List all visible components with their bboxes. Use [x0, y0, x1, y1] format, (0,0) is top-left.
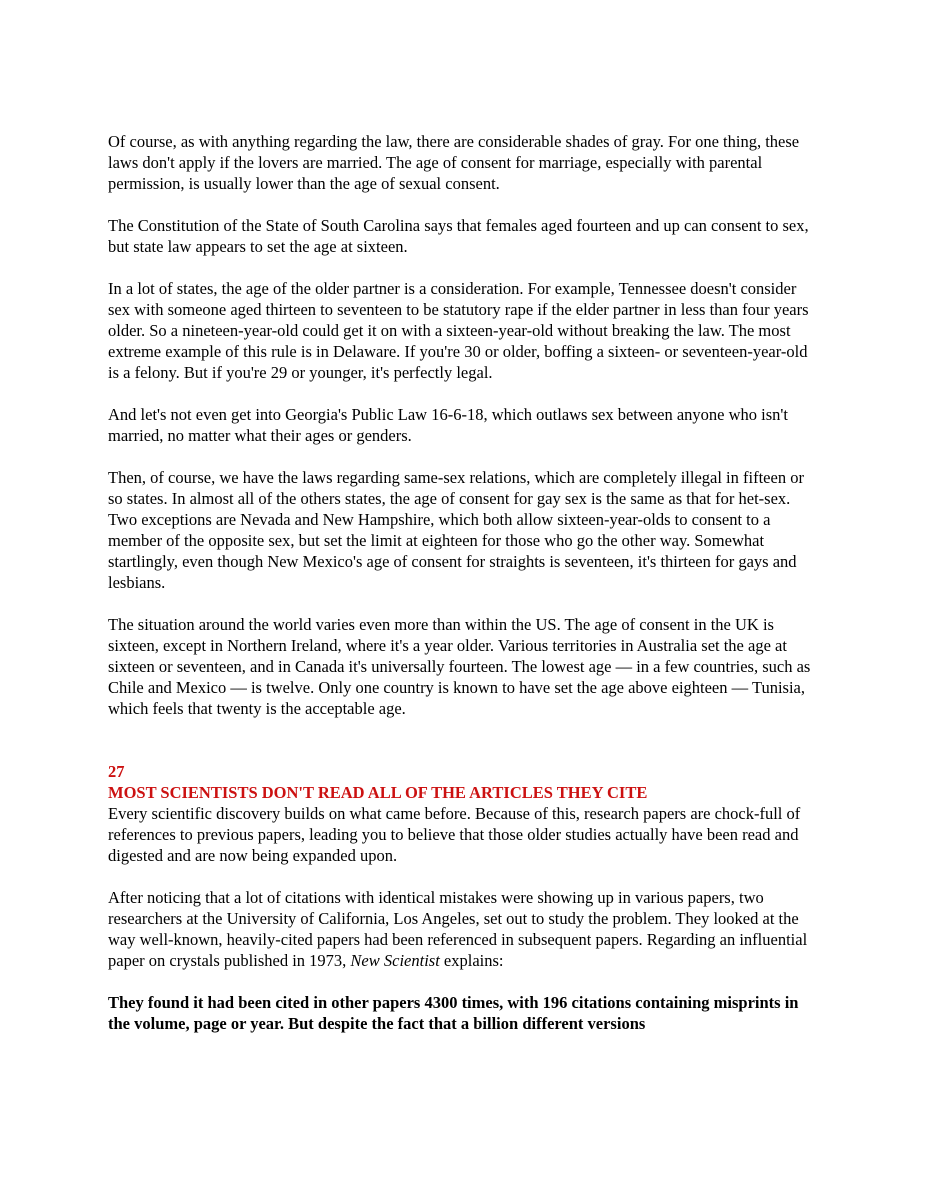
section-heading: [108, 761, 820, 803]
citation-text-before: After noticing that a lot of citations with identical mistakes were showing up in various papers, two researchers at the University of California, Los Angeles, set out to study the problem. They looked at the way well-known, heavily-cited papers had been referenced in subsequent papers. Regarding an influential paper on crystals published in 1973,: [108, 888, 808, 970]
paragraph-shades-of-gray: Of course, as with anything regarding the law, there are considerable shades of gray. For one thing, these laws don't apply if the lovers are married. The age of consent for marriage, especially with parental permission, is usually lower than the age of sexual consent.: [108, 132, 800, 193]
paragraph-same-sex-laws: Then, of course, we have the laws regarding same-sex relations, which are completely illegal in fifteen or so states. In almost all of the others states, the age of consent for gay sex is the same as that for het-sex. Two exceptions are Nevada and New Hampshire, which both allow sixteen-year-olds to consent to a member of the opposite sex, but set the limit at eighteen for those who go the other way. Somewhat startlingly, even though New Mexico's age of consent for straights is seventeen, it's thirteen for gays and lesbians.: [108, 468, 804, 592]
paragraph-citation-study: [108, 887, 820, 971]
citation-text-after: explains:: [439, 951, 504, 970]
paragraph-section-intro: Every scientific discovery builds on what came before. Because of this, research papers are chock-full of references to previous papers, leading you to believe that those older studies actually have been read and digested and are now being expanded upon.: [108, 804, 801, 865]
paragraph-bold-quote: They found it had been cited in other papers 4300 times, with 196 citations containing misprints in the volume, page or year. But despite the fact that a billion different versions: [108, 993, 799, 1033]
paragraph-older-partner: In a lot of states, the age of the older partner is a consideration. For example, Tennessee doesn't consider sex with someone aged thirteen to seventeen to be statutory rape if the elder partner in less than four years older. So a nineteen-year-old could get it on with a sixteen-year-old without breaking the law. The most extreme example of this rule is in Delaware. If you're 30 or older, boffing a sixteen- or seventeen-year-old is a felony. But if you're 29 or younger, it's perfectly legal.: [108, 279, 809, 382]
paragraph-south-carolina: The Constitution of the State of South Carolina says that females aged fourteen and up can consent to sex, but state law appears to set the age at sixteen.: [108, 216, 809, 256]
paragraph-world-situation: The situation around the world varies even more than within the US. The age of consent in the UK is sixteen, except in Northern Ireland, where it's a year older. Various territories in Australia set the age at sixteen or seventeen, and in Canada it's universally fourteen. The lowest age — in a few countries, such as Chile and Mexico — is twelve. Only one country is known to have set the age above eighteen — Tunisia, which feels that twenty is the acceptable age.: [108, 615, 811, 718]
new-scientist-italic: New Scientist: [350, 951, 440, 970]
chapter-number: 27: [108, 762, 125, 781]
paragraph-georgia-law: And let's not even get into Georgia's Public Law 16-6-18, which outlaws sex between anyone who isn't married, no matter what their ages or genders.: [108, 405, 788, 445]
chapter-title: MOST SCIENTISTS DON'T READ ALL OF THE ARTICLES THEY CITE: [108, 783, 648, 802]
